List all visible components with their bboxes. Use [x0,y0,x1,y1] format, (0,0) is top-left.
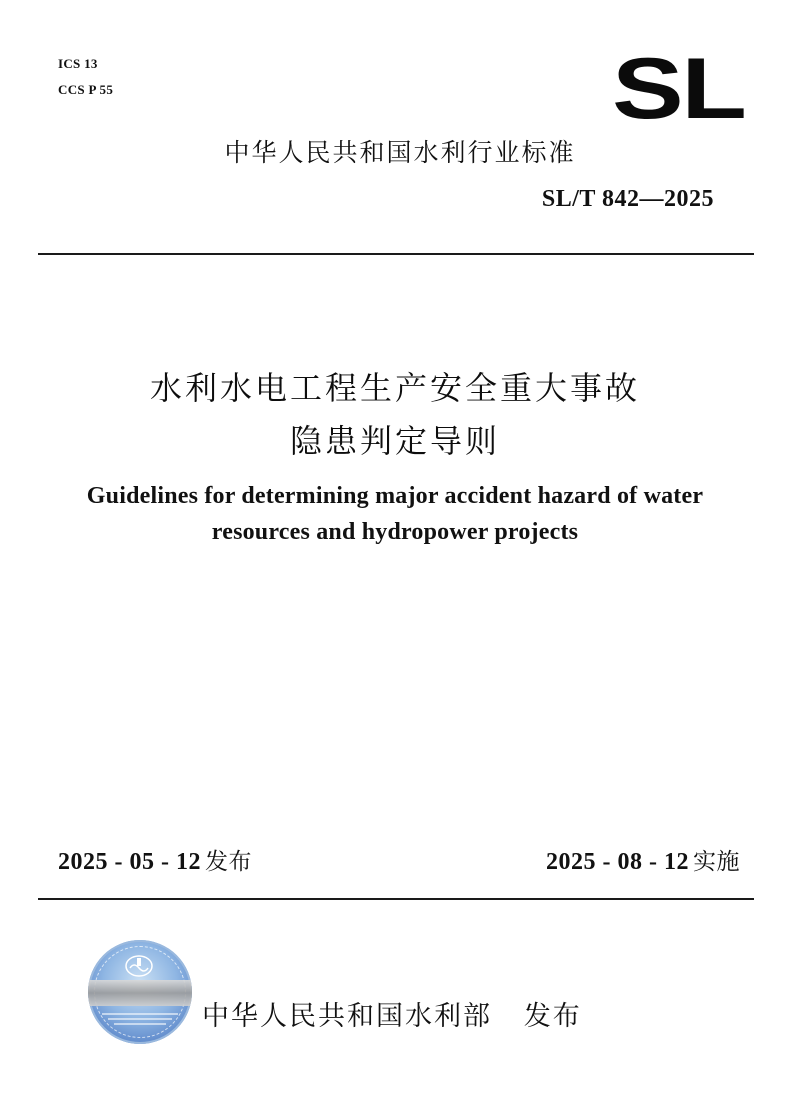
sl-logo: SL [612,41,745,137]
issue-date: 2025 - 05 - 12 [58,849,201,875]
title-cn-line2: 隐患判定导则 [289,422,500,460]
standard-category: 中华人民共和国水利行业标准 [224,138,576,167]
title-cn-line1: 水利水电工程生产安全重大事故 [149,369,640,407]
effective-label: 实施 [693,849,740,875]
ics-code: ICS 13 [58,56,98,71]
title-en-line2: resources and hydropower projects [211,519,579,545]
issue-date-block [58,843,252,876]
effective-date-block [546,843,740,876]
ccs-code: CCS P 55 [58,82,114,97]
anti-counterfeit-seal [88,940,192,1044]
seal-hologram-band [88,980,192,1006]
top-divider [38,253,754,255]
bottom-divider [38,898,754,900]
publisher-line: 中华人民共和国水利部 发布 [202,1001,582,1032]
issue-label: 发布 [204,849,252,875]
seal-emblem-icon [124,954,154,978]
title-en-line1: Guidelines for determining major accident hazard of water [86,483,704,509]
standard-number: SL/T 842—2025 [541,186,714,212]
seal-serial-lines [102,1010,178,1028]
effective-date: 2025 - 08 - 12 [546,849,689,875]
